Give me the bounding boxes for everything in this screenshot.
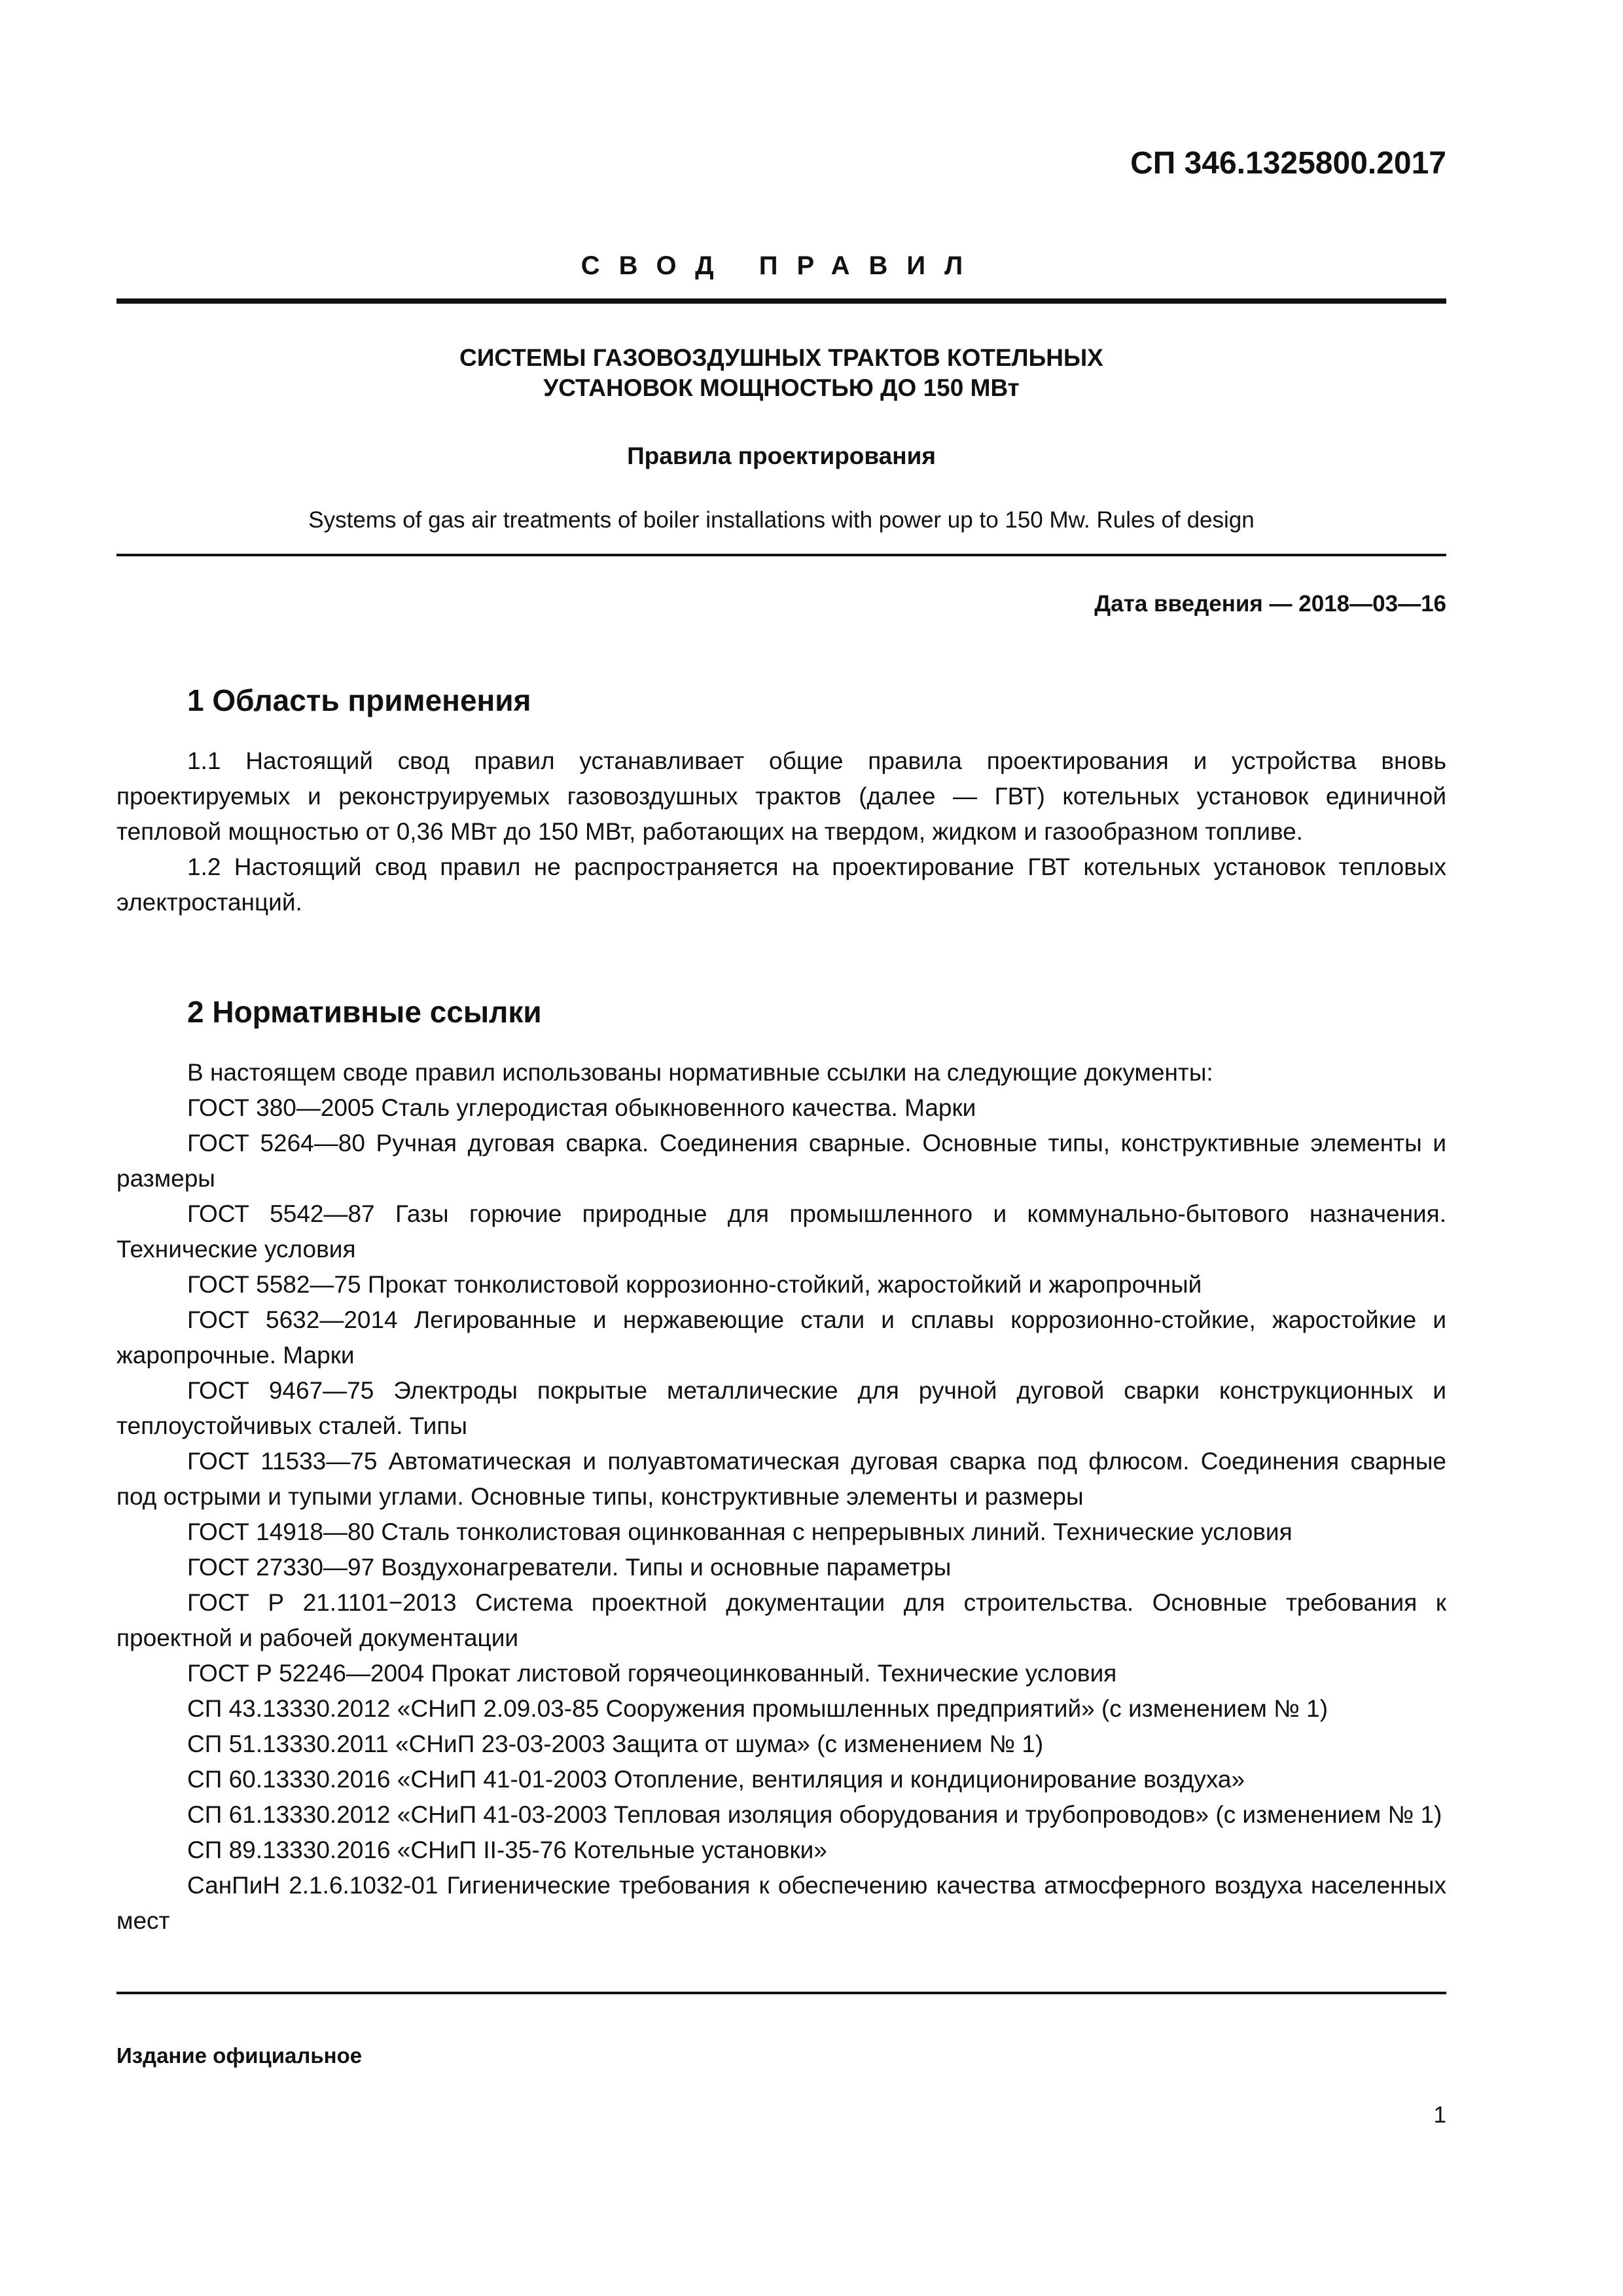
svod-pravil-label: СВОД ПРАВИЛ	[580, 251, 982, 280]
reference-item: ГОСТ 5582—75 Прокат тонколистовой коррозионно-стойкий, жаростойкий и жаропрочный	[187, 1271, 1202, 1298]
reference-item: СанПиН 2.1.6.1032-01 Гигиенические требования к обеспечению качества атмосферного воздуха населенных мест	[116, 1872, 1446, 1934]
reference-item: СП 61.13330.2012 «СНиП 41-03-2003 Тепловая изоляция оборудования и трубопроводов» (с изменением № 1)	[187, 1801, 1442, 1828]
reference-item: ГОСТ 5542—87 Газы горючие природные для промышленного и коммунально-бытового назначения. Технические условия	[116, 1200, 1446, 1263]
document-title	[116, 343, 1446, 403]
reference-item: СП 89.13330.2016 «СНиП II-35-76 Котельные установки»	[187, 1837, 827, 1863]
title-rule	[116, 554, 1446, 556]
reference-item: ГОСТ 5264—80 Ручная дуговая сварка. Соединения сварные. Основные типы, конструктивные элементы и размеры	[116, 1130, 1446, 1192]
reference-item: ГОСТ 5632—2014 Легированные и нержавеющие стали и сплавы коррозионно-стойкие, жаростойкие и жаропрочные. Марки	[116, 1306, 1446, 1369]
document-code: СП 346.1325800.2017	[1130, 146, 1446, 181]
footer-rule	[116, 1992, 1446, 1994]
section-2-heading: 2 Нормативные ссылки	[187, 995, 542, 1029]
introduction-date: Дата введения — 2018—03—16	[1094, 591, 1446, 617]
reference-item: ГОСТ 27330—97 Воздухонагреватели. Типы и основные параметры	[187, 1554, 952, 1581]
reference-item: ГОСТ 11533—75 Автоматическая и полуавтоматическая дуговая сварка под флюсом. Соединения сварные под острыми и тупыми углами. Основные типы, конструктивные элементы и размеры	[116, 1448, 1446, 1510]
official-edition-label: Издание официальное	[116, 2043, 363, 2068]
paragraph: 1.2 Настоящий свод правил не распространяется на проектирование ГВТ котельных установок тепловых электростанций.	[116, 853, 1446, 916]
reference-item: ГОСТ 9467—75 Электроды покрытые металлические для ручной дуговой сварки конструкционных и теплоустойчивых сталей. Типы	[116, 1377, 1446, 1439]
english-title: Systems of gas air treatments of boiler installations with power up to 150 Mw. Rules of design	[308, 507, 1255, 533]
reference-item: ГОСТ Р 52246—2004 Прокат листовой горячеоцинкованный. Технические условия	[187, 1660, 1117, 1687]
section-1-body	[116, 744, 1446, 920]
paragraph: 1.1 Настоящий свод правил устанавливает общие правила проектирования и устройства вновь проектируемых и реконструируемых газовоздушных трактов (далее — ГВТ) котельных установок единичной тепловой мощностью от 0,36 МВт до 150 МВт, работающих на твердом, жидком и газообразном топливе.	[116, 747, 1446, 845]
reference-item: ГОСТ Р 21.1101−2013 Система проектной документации для строительства. Основные требования к проектной и рабочей документации	[116, 1589, 1446, 1651]
reference-item: СП 51.13330.2011 «СНиП 23-03-2003 Защита от шума» (с изменением № 1)	[187, 1731, 1044, 1757]
document-subtitle: Правила проектирования	[627, 442, 936, 469]
header-rule	[116, 298, 1446, 304]
title-line-1: СИСТЕМЫ ГАЗОВОЗДУШНЫХ ТРАКТОВ КОТЕЛЬНЫХ	[459, 344, 1103, 371]
page-number: 1	[1433, 2102, 1446, 2128]
reference-item: ГОСТ 380—2005 Сталь углеродистая обыкновенного качества. Марки	[187, 1094, 976, 1121]
reference-item: СП 43.13330.2012 «СНиП 2.09.03-85 Сооружения промышленных предприятий» (с изменением № 1)	[187, 1695, 1329, 1722]
title-line-2: УСТАНОВОК МОЩНОСТЬЮ ДО 150 МВт	[543, 374, 1020, 401]
document-page	[116, 0, 1446, 2296]
reference-item: СП 60.13330.2016 «СНиП 41-01-2003 Отопление, вентиляция и кондиционирование воздуха»	[187, 1766, 1245, 1793]
section-2-body	[116, 1055, 1446, 1939]
reference-item: ГОСТ 14918—80 Сталь тонколистовая оцинкованная с непрерывных линий. Технические условия	[187, 1518, 1293, 1545]
section-1-heading: 1 Область применения	[187, 683, 531, 717]
paragraph: В настоящем своде правил использованы нормативные ссылки на следующие документы:	[187, 1059, 1213, 1086]
